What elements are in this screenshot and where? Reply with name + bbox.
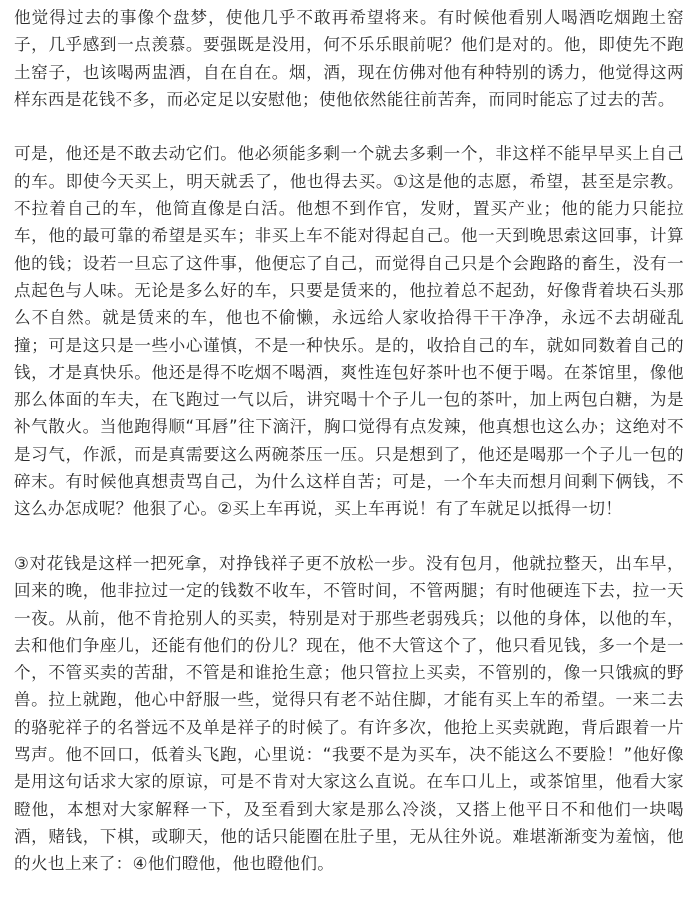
paragraph-1: 他觉得过去的事像个盘梦，使他几乎不敢再希望将来。有时候他看别人喝酒吃烟跑土窑子，几乎感到一点羡慕。要强既是没用，何不乐乐眼前呢？他们是对的。他，即使先不跑土窑子，也该喝两盅酒，自在自在。烟，酒，现在仿佛对他有种特别的诱力，他觉得这两样东西是花钱不多，而必定足以安慰他；使他依然能往前苦奔，而同时能忘了过去的苦。	[14, 8, 684, 109]
paragraph-gap	[14, 523, 684, 550]
paragraph-gap	[14, 113, 684, 140]
paragraph-3: ③对花钱是这样一把死拿，对挣钱祥子更不放松一步。没有包月，他就拉整天，出车早，回来的晚，他非拉过一定的钱数不收车，不管时间，不管两腿；有时他硬连下去，拉一天一夜。从前，他不肯抢别人的买卖，特别是对于那些老弱残兵；以他的身体，以他的车，去和他们争座儿，还能有他们的份儿？现在，他不大管这个了，他只看见钱，多一个是一个，不管买卖的苦甜，不管是和谁抢生意；他只管拉上买卖，不管别的，像一只饿疯的野兽。拉上就跑，他心中舒服一些，觉得只有老不站住脚，才能有买上车的希望。一来二去的骆驼祥子的名誉远不及单是祥子的时候了。有许多次，他抢上买卖就跑，背后跟着一片骂声。他不回口，低着头飞跑，心里说：“我要不是为买车，决不能这么不要脸！”他好像是用这句话求大家的原谅，可是不肯对大家这么直说。在车口儿上，或茶馆里，他看大家瞪他，本想对大家解释一下，及至看到大家是那么冷淡，又搭上他平日不和他们一块喝酒，赌钱，下棋，或聊天，他的话只能圈在肚子里，无从往外说。难堪渐渐变为羞恼，他的火也上来了：④他们瞪他，他也瞪他们。	[14, 553, 684, 874]
paragraph-2: 可是，他还是不敢去动它们。他必须能多剩一个就去多剩一个，非这样不能早早买上自己的车。即使今天买上，明天就丢了，他也得去买。①这是他的志愿，希望，甚至是宗教。不拉着自己的车，他简直像是白活。他想不到作官，发财，置买产业；他的能力只能拉车，他的最可靠的希望是买车；非买上车不能对得起自己。他一天到晚思索这回事，计算他的钱；设若一旦忘了这件事，他便忘了自己，而觉得自己只是个会跑路的畜生，没有一点起色与人味。无论是多么好的车，只要是赁来的，他拉着总不起劲，好像背着块石头那么不自然。就是赁来的车，他也不偷懒，永远给人家收拾得干干净净，永远不去胡碰乱撞；可是这只是一些小心谨慎，不是一种快乐。是的，收拾自己的车，就如同数着自己的钱，才是真快乐。他还是得不吃烟不喝酒，爽性连包好茶叶也不便于喝。在茶馆里，像他那么体面的车夫，在飞跑过一气以后，讲究喝十个子儿一包的茶叶，加上两包白糖，为是补气散火。当他跑得顺“耳唇”往下滴汗，胸口觉得有点发辣，他真想也这么办；这绝对不是习气，作派，而是真需要这么两碗茶压一压。只是想到了，他还是喝那一个子儿一包的碎末。有时候他真想责骂自己，为什么这样自苦；可是，一个车夫而想月间剩下俩钱，不这么办怎成呢？他狠了心。②买上车再说，买上车再说！有了车就足以抵得一切！	[14, 144, 684, 519]
